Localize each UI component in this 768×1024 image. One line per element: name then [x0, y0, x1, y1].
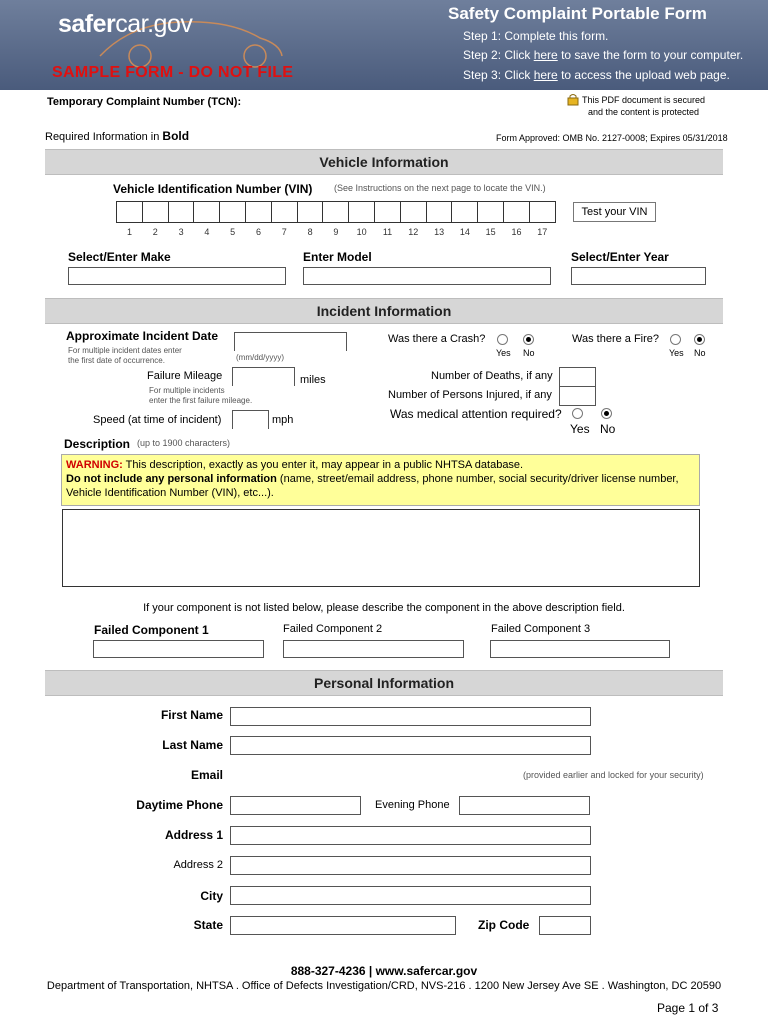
vin-char-field[interactable]: [477, 201, 504, 223]
description-textarea[interactable]: [62, 509, 700, 587]
description-label: Description: [64, 437, 131, 451]
vin-position-number: 14: [459, 227, 470, 237]
vin-position-number: 13: [434, 227, 445, 237]
vin-position-number: 10: [356, 227, 367, 237]
state-select[interactable]: [230, 916, 456, 935]
speed-field[interactable]: [232, 410, 269, 429]
last-name-label: Last Name: [162, 738, 223, 752]
tcn-label: Temporary Complaint Number (TCN):: [47, 96, 242, 108]
city-field[interactable]: [230, 886, 591, 905]
test-vin-button[interactable]: Test your VIN: [573, 202, 656, 222]
omb-approval: Form Approved: OMB No. 2127-0008; Expires 05/31/2018: [496, 133, 728, 143]
vin-char-field[interactable]: [503, 201, 530, 223]
fire-no-radio[interactable]: [694, 334, 705, 345]
daytime-phone-label: Daytime Phone: [136, 798, 223, 812]
last-name-field[interactable]: [230, 736, 591, 755]
vin-char-field[interactable]: [142, 201, 169, 223]
vin-char-field[interactable]: [348, 201, 375, 223]
step-1: Step 1: Complete this form.: [463, 29, 609, 43]
incident-date-label: Approximate Incident Date: [66, 329, 219, 343]
vin-char-field[interactable]: [271, 201, 298, 223]
footer-contact: 888-327-4236 | www.safercar.gov: [290, 964, 478, 978]
daytime-phone-field[interactable]: [230, 796, 361, 815]
vin-position-number: 1: [126, 227, 132, 237]
first-name-field[interactable]: [230, 707, 591, 726]
address1-label: Address 1: [164, 828, 223, 842]
sample-form-banner: SAMPLE FORM - DO NOT FILE: [52, 64, 294, 81]
component3-select[interactable]: [490, 640, 670, 658]
address1-field[interactable]: [230, 826, 591, 845]
address2-field[interactable]: [230, 856, 591, 875]
step-3: Step 3: Click here to access the upload web page.: [463, 68, 730, 82]
vin-char-field[interactable]: [245, 201, 272, 223]
vin-char-field[interactable]: [168, 201, 195, 223]
vin-char-field[interactable]: [400, 201, 427, 223]
upload-page-link[interactable]: here: [533, 68, 558, 82]
vin-char-field[interactable]: [297, 201, 324, 223]
vin-position-number: 16: [511, 227, 522, 237]
vin-position-number: 12: [408, 227, 419, 237]
incident-date-help: For multiple incident dates enter the first date of occurrence.: [68, 346, 182, 365]
city-label: City: [200, 889, 223, 903]
step-2: Step 2: Click here to save the form to your computer.: [463, 48, 744, 62]
first-name-label: First Name: [160, 708, 223, 722]
fire-label: Was there a Fire?: [572, 333, 660, 345]
medical-no-label: No: [600, 422, 616, 436]
fire-no-label: No: [694, 348, 706, 358]
year-label: Select/Enter Year: [571, 250, 669, 264]
model-label: Enter Model: [303, 250, 372, 264]
deaths-field[interactable]: [559, 367, 596, 387]
vehicle-section-header: Vehicle Information: [45, 149, 723, 175]
vin-position-number: 8: [307, 227, 313, 237]
vin-char-field[interactable]: [193, 201, 220, 223]
year-select[interactable]: [571, 267, 706, 285]
address2-label: Address 2: [173, 859, 223, 871]
vin-char-field[interactable]: [529, 201, 556, 223]
footer-department: Department of Transportation, NHTSA . Office of Defects Investigation/CRD, NVS-216 . 1200 New Jersey Ave SE . Washington, DC 20590: [46, 980, 722, 992]
secured-notice: This PDF document is secured and the content is protected: [582, 95, 706, 117]
vin-position-number: 6: [255, 227, 261, 237]
fire-yes-radio[interactable]: [670, 334, 681, 345]
vin-position-number: 17: [537, 227, 548, 237]
vin-position-number: 5: [230, 227, 236, 237]
form-title: Safety Complaint Portable Form: [448, 4, 707, 23]
vin-char-field[interactable]: [219, 201, 246, 223]
medical-yes-label: Yes: [570, 422, 590, 436]
make-select[interactable]: [68, 267, 286, 285]
vin-hint: (See Instructions on the next page to locate the VIN.): [334, 183, 546, 193]
email-locked-note: (provided earlier and locked for your security): [523, 770, 704, 780]
component1-select[interactable]: [93, 640, 264, 658]
email-label: Email: [190, 768, 223, 782]
zip-label: Zip Code: [478, 918, 530, 932]
injured-field[interactable]: [559, 386, 596, 406]
incident-section-header: Incident Information: [45, 298, 723, 324]
evening-phone-label: Evening Phone: [375, 799, 450, 811]
medical-no-radio[interactable]: [601, 408, 612, 419]
save-form-link[interactable]: here: [533, 48, 558, 62]
vin-position-number: 15: [485, 227, 496, 237]
vin-char-field[interactable]: [374, 201, 401, 223]
required-info-note: Required Information in Bold: [45, 129, 190, 143]
mileage-label: Failure Mileage: [147, 370, 223, 382]
medical-label: Was medical attention required?: [390, 407, 562, 421]
component3-label: Failed Component 3: [491, 623, 591, 635]
component1-label: Failed Component 1: [94, 623, 209, 637]
zip-field[interactable]: [539, 916, 591, 935]
vin-char-field[interactable]: [322, 201, 349, 223]
state-label: State: [193, 918, 223, 932]
crash-no-radio[interactable]: [523, 334, 534, 345]
vin-label: Vehicle Identification Number (VIN): [113, 182, 313, 196]
mileage-field[interactable]: [232, 367, 295, 386]
model-field[interactable]: [303, 267, 551, 285]
vin-char-field[interactable]: [451, 201, 478, 223]
fire-yes-label: Yes: [669, 348, 684, 358]
incident-date-field[interactable]: [234, 332, 347, 351]
evening-phone-field[interactable]: [459, 796, 590, 815]
personal-section-header: Personal Information: [45, 670, 723, 696]
deaths-label: Number of Deaths, if any: [431, 370, 553, 382]
component2-label: Failed Component 2: [283, 623, 383, 635]
vin-position-number: 3: [178, 227, 184, 237]
make-label: Select/Enter Make: [68, 250, 171, 264]
site-logo: safercar.gov: [58, 10, 193, 38]
lock-icon: [567, 93, 579, 106]
crash-label: Was there a Crash?: [388, 333, 486, 345]
vin-position-number: 7: [281, 227, 287, 237]
mileage-help: For multiple incidents enter the first failure mileage.: [149, 386, 253, 405]
component-note: If your component is not listed below, please describe the component in the above description field.: [143, 602, 625, 614]
page-number: Page 1 of 3: [657, 1001, 719, 1015]
description-hint: (up to 1900 characters): [137, 438, 231, 448]
description-warning: WARNING: This description, exactly as you enter it, may appear in a public NHTSA database. Do not include any personal information (name, street/email address, phone number, social security/driver license number, Vehicle Identification Number (VIN), etc...).: [61, 454, 700, 506]
component2-select[interactable]: [283, 640, 464, 658]
mileage-unit: miles: [300, 374, 326, 386]
crash-yes-label: Yes: [496, 348, 511, 358]
date-format-hint: (mm/dd/yyyy): [236, 353, 284, 362]
vin-char-field[interactable]: [116, 201, 143, 223]
vin-position-number: 9: [333, 227, 339, 237]
crash-no-label: No: [523, 348, 535, 358]
vin-char-field[interactable]: [426, 201, 453, 223]
medical-yes-radio[interactable]: [572, 408, 583, 419]
crash-yes-radio[interactable]: [497, 334, 508, 345]
speed-unit: mph: [272, 414, 294, 426]
injured-label: Number of Persons Injured, if any: [388, 389, 552, 401]
vin-position-number: 4: [204, 227, 210, 237]
vin-position-number: 11: [382, 227, 393, 237]
speed-label: Speed (at time of incident): [93, 414, 222, 426]
vin-position-number: 2: [152, 227, 158, 237]
